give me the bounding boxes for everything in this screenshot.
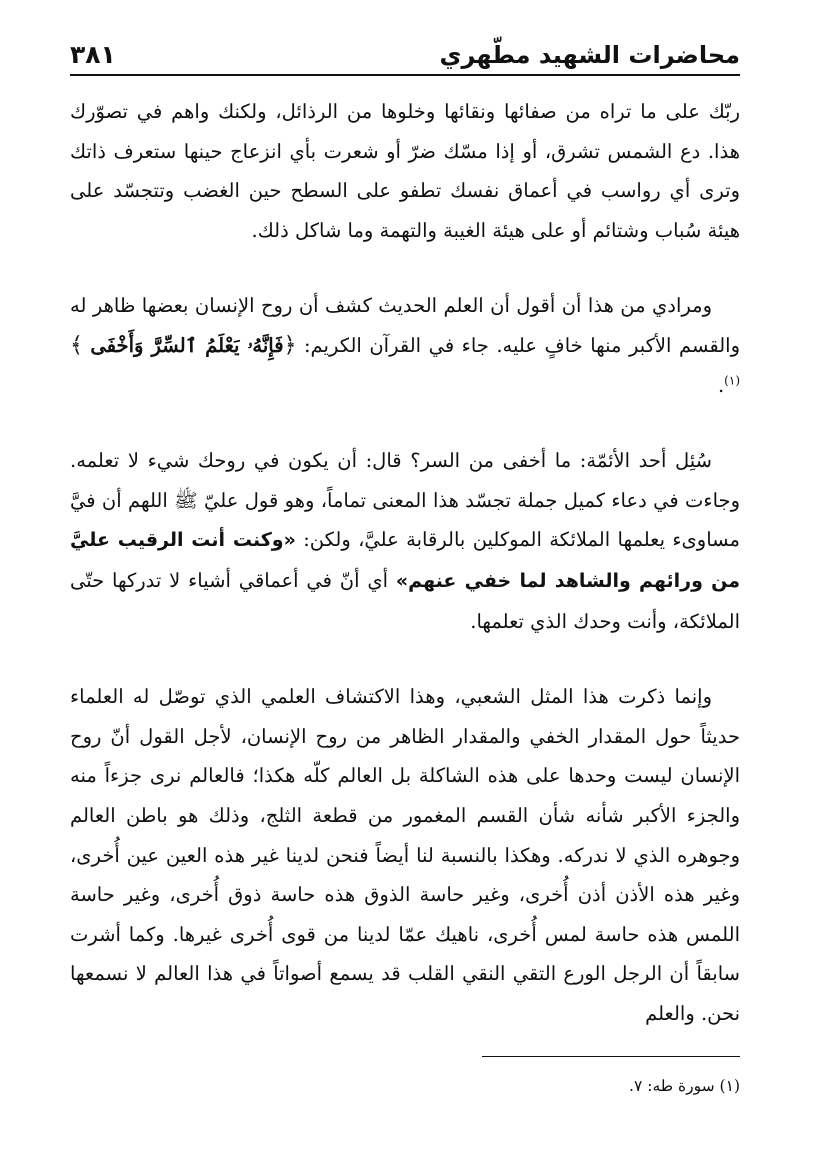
- quran-close-bracket: ﴾: [70, 332, 83, 358]
- paragraph-4: وإنما ذكرت هذا المثل الشعبي، وهذا الاكتشاف العلمي الذي توصّل له العلماء حديثاً حول المقدار الخفي والمقدار الظاهر من روح الإنسان، لأجل القول أنّ روح الإنسان ليست وحدها على هذه الشاكلة بل العالم كلّه هكذا؛ فالعالم نرى جزءاً منه والجزء الأكبر شأنه شأن القسم المغمور من قطعة الثلج، وذلك هو باطن العالم وجوهره الذي لا ندركه. وهكذا بالنسبة لنا أيضاً فنحن لدينا غير هذه العين عين أُخرى، وغير هذه الأذن أذن أُخرى، وغير حاسة الذوق هذه حاسة ذوق أُخرى، وغير حاسة اللمس هذه حاسة لمس أُخرى، ناهيك عمّا لدينا من قوى أُخرى غيرها. وكما أشرت سابقاً أن الرجل الورع التقي النقي القلب قد يسمع أصواتاً في هذا العالم لا نسمعها نحن. والعلم: [70, 685, 740, 1025]
- footnote-marker: (١): [724, 373, 740, 388]
- running-title: محاضرات الشهيد مطّهري: [439, 41, 740, 69]
- quran-verse: فَإِنَّهُۥ يَعْلَمُ ٱلسِّرَّ وَأَخْفَى: [90, 333, 284, 357]
- paragraph-3: [70, 441, 740, 641]
- paragraph-1: ربّك على ما تراه من صفائها ونقائها وخلوها من الرذائل، ولكنك واهم في تصوّرك هذا. دع الشمس تشرق، أو إذا مسّك ضرّ أو شعرت بأي انزعاج حينها ستعرف ذاتك وترى أي رواسب في أعماق نفسك تطفو على السطح حين الغضب وتتجسّد على هيئة سُباب وشتائم أو على هيئة الغيبة والتهمة وما شاكل ذلك.: [70, 100, 740, 242]
- page-number: ٣٨١: [70, 40, 116, 69]
- paragraph-2: [70, 286, 740, 405]
- footnote: (١) سورة طه: ٧.: [629, 1077, 740, 1095]
- quran-open-bracket: ﴿: [283, 332, 297, 358]
- body-text: [70, 92, 740, 1033]
- paragraph-3-text-b: أي أنّ في أعماقي أشياء لا تدركها حتّى الملائكة، وأنت وحدك الذي تعلمها.: [70, 568, 740, 633]
- footnote-divider: [482, 1056, 740, 1057]
- paragraph-3-text-a: سُئِل أحد الأئمّة: ما أخفى من السر؟ قال: أن يكون في روحك شيء لا تعلمه. وجاءت في دعاء كميل جملة تجسّد هذا المعنى تماماً، وهو قول عليّ ﷺ اللهم أن فيَّ مساوىء يعلمها الملائكة الموكلين بالرقابة عليَّ، ولكن:: [70, 449, 741, 552]
- paragraph-2-end: .: [717, 373, 725, 397]
- dua-kumayl-quote: «وكنت أنت الرقيب عليَّ من ورائهم والشاهد لما خفي عنهم»: [70, 529, 740, 592]
- book-page: [70, 28, 740, 1128]
- paragraph-2-text: ومرادي من هذا أن أقول أن العلم الحديث كشف أن روح الإنسان بعضها ظاهر له والقسم الأكبر منها خافٍ عليه. جاء في القرآن الكريم:: [70, 294, 741, 357]
- page-header: [70, 28, 740, 76]
